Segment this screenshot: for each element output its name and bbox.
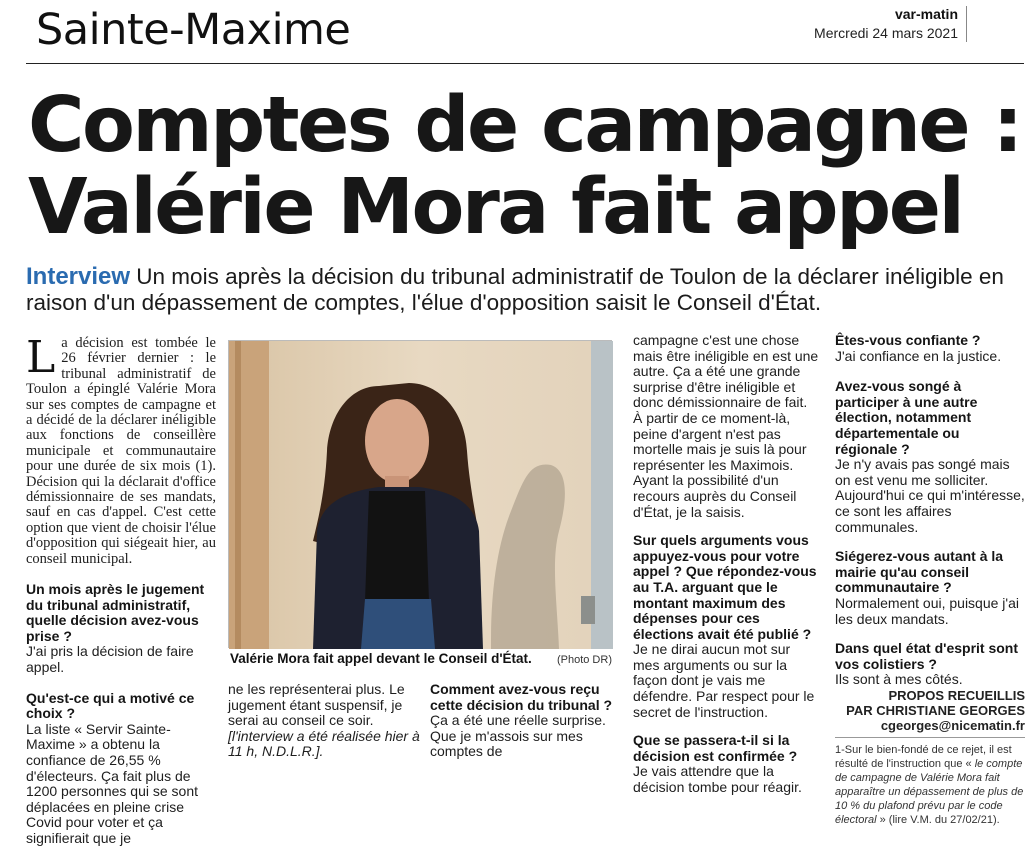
intro-paragraph [26, 332, 216, 567]
portrait-image [229, 341, 613, 649]
question-3: Comment avez-vous reçu cette décision du tribunal ? [430, 681, 613, 713]
portrait-photo [228, 340, 612, 648]
intro-text: a décision est tombée le 26 février dernier : le tribunal administratif de Toulon a épinglé Valérie Mora sur ses comptes de campagne et a décidé de la déclarer inéligible aux fonctions de conseillère municipale et communautaire pour une durée de six mois (1). Décision qui la déclarait d'office démissionnaire de ses mandats, sauf en cas d'appel. C'est cette option que vient de choisir l'élue d'opposition qui siégeait hier, au conseil municipal. [26, 335, 216, 567]
publication-date: Mercredi 24 mars 2021 [814, 25, 958, 41]
question-2: Qu'est-ce qui a motivé ce choix ? [26, 689, 195, 722]
question-1: Un mois après le jugement du tribunal administratif, quelle décision avez-vous prise ? [26, 581, 205, 644]
answer-4: Je ne dirai aucun mot sur mes arguments ou sur la façon dont je vais me défendre. Par respect pour le secret de l'instruction. [633, 641, 815, 720]
question-7: Avez-vous songé à participer à une autre élection, notamment départementale ou régionale ? [835, 378, 978, 457]
question-9: Dans quel état d'esprit sont vos colistiers ? [835, 640, 1019, 672]
header-divider [966, 6, 967, 42]
column-2-bottom [228, 682, 420, 760]
column-3 [633, 333, 819, 796]
photo-caption [230, 651, 612, 667]
kicker-interview: Interview [26, 263, 131, 290]
footnote [835, 743, 1025, 827]
headline-line-2: Valérie Mora fait appel [28, 163, 963, 252]
author-email: cgeorges@nicematin.fr [880, 717, 1025, 733]
column-3-bottom [430, 682, 616, 760]
answer-1: J'ai pris la décision de faire appel. [26, 643, 194, 676]
answer-3: Ça a été une réelle surprise. Que je m'assois sur mes comptes de [430, 712, 606, 760]
answer-6: J'ai confiance en la justice. [835, 347, 1002, 364]
question-6: Êtes-vous confiante ? [835, 332, 981, 348]
answer-9: Ils sont à mes côtés. [835, 671, 963, 688]
answer-2-continued: ne les représenterai plus. Le jugement étant suspensif, je serai au conseil ce soir. [228, 681, 405, 729]
photo-credit: (Photo DR) [556, 654, 612, 666]
standfirst [26, 264, 1026, 316]
question-8: Siégerez-vous autant à la mairie qu'au conseil communautaire ? [835, 548, 1004, 596]
caption-text: Valérie Mora fait appel devant le Conseil d'État. [230, 651, 532, 666]
answer-5: Je vais attendre que la décision tombe pour réagir. [633, 763, 802, 796]
footnote-text-b: » (lire V.M. du 27/02/21). [876, 813, 1000, 826]
answer-7: Je n'y avais pas songé mais on est venu me solliciter. Aujourd'hui ce qui m'intéresse, ce sont les affaires communales. [835, 456, 1025, 535]
headline-line-1: Comptes de campagne : [28, 81, 1021, 170]
question-5: Que se passera-t-il si la décision est confirmée ? [633, 732, 798, 764]
editor-note: [l'interview a été réalisée hier à 11 h, N.D.L.R.]. [228, 727, 420, 760]
footnote-quote: le compte de campagne de Valérie Mora fait apparaître un dépassement de plus de 10 % du plafond prévu par le code électoral [835, 757, 1024, 826]
answer-8: Normalement oui, puisque j'ai les deux mandats. [835, 594, 1019, 627]
question-4: Sur quels arguments vous appuyez-vous pour votre appel ? Que répondez-vous au T.A. arguant que le montant maximum des dépenses pour ces élections avait été publié ? [633, 532, 817, 642]
column-1 [26, 332, 216, 847]
byline-line-1: PROPOS RECUEILLIS [888, 687, 1025, 703]
column-4 [835, 333, 1025, 827]
footnote-divider [835, 737, 1025, 738]
byline-line-2: PAR CHRISTIANE GEORGES [846, 702, 1025, 718]
header-rule [26, 63, 1024, 64]
answer-2: La liste « Servir Sainte-Maxime » a obtenu la confiance de 26,55 % d'électeurs. Ça fait plus de 1200 personnes qui se sont déplacées en pleine crise Covid pour voter et ça signifierait que je [26, 720, 199, 846]
drop-cap: L [26, 332, 56, 383]
newspaper-brand: var-matin [894, 6, 958, 22]
standfirst-text: Un mois après la décision du tribunal administratif de Toulon de la déclarer inéligible en raison d'un dépassement de comptes, l'élue d'opposition saisit le Conseil d'État. [26, 264, 1004, 315]
answer-3-continued: campagne c'est une chose mais être inéligible en est une autre. Ça a été une grande surprise d'être inéligible et donc démissionnaire de fait. À partir de ce moment-là, peine d'argent n'est pas mortelle mais je suis là pour représenter les Maximois. Ayant la possibilité d'un recours auprès du Conseil d'État, je la saisis. [633, 332, 819, 520]
section-title: Sainte-Maxime [36, 5, 351, 55]
footnote-text-a: 1-Sur le bien-fondé de ce rejet, il est résulté de l'instruction que « [835, 743, 1012, 770]
